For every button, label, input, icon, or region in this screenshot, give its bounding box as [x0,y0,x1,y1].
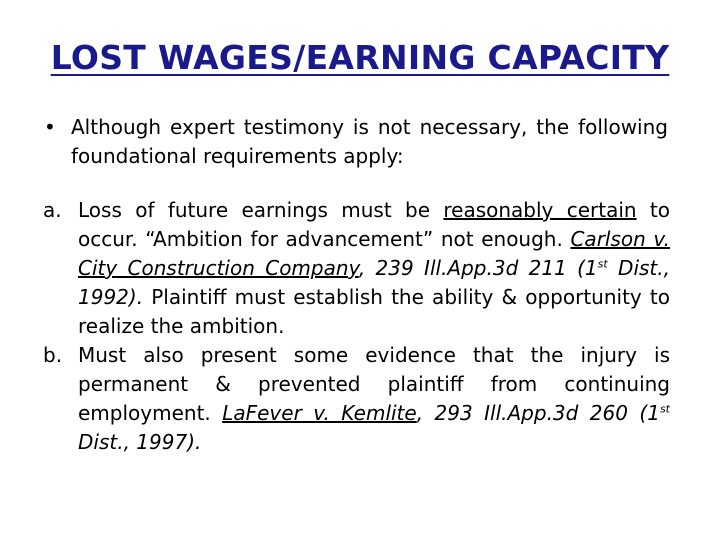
item-b-text-1: Must also present some evidence that the injury is permanent & prevented plaintiff from continuing employment. [78,343,670,425]
item-a-text-2: to occur. “Ambition for advancement” not enough. [78,198,670,251]
list-marker-a: a. [43,198,62,222]
case-citation-lafever: LaFever [222,401,302,425]
item-a-text-1: Loss of future earnings must be [78,198,444,222]
citation-court-carlson: Dist., 1992). [78,256,670,309]
list-item-b [0,341,720,457]
citation-reporter-carlson: , 239 Ill.App.3d 211 (1 [358,256,598,280]
citation-ordinal-carlson: st [597,257,608,271]
citation-reporter-lafever: , 293 Ill.App.3d 260 (1 [416,401,660,425]
citation-court-lafever: Dist., 1997). [78,430,202,454]
lettered-list [0,196,720,457]
citation-ordinal-lafever: st [659,402,670,416]
bullet-item [0,113,720,171]
case-citation-v: v. [301,401,342,425]
item-a-text-3: Plaintiff must establish the ability & opportunity to realize the ambition. [78,285,670,338]
case-citation-carlson: Carlson v. City Construction Company [78,227,670,280]
case-citation-kemlite: Kemlite [341,401,417,425]
bullet-text: Although expert testimony is not necessary, the following foundational requirements apply: [71,115,668,168]
list-item-a [0,196,720,341]
item-a-emphasis: reasonably certain [443,198,637,222]
list-marker-b: b. [43,343,63,367]
bullet-list [0,113,720,171]
bullet-icon: • [44,115,56,139]
slide-title: LOST WAGES/EARNING CAPACITY [50,38,670,77]
